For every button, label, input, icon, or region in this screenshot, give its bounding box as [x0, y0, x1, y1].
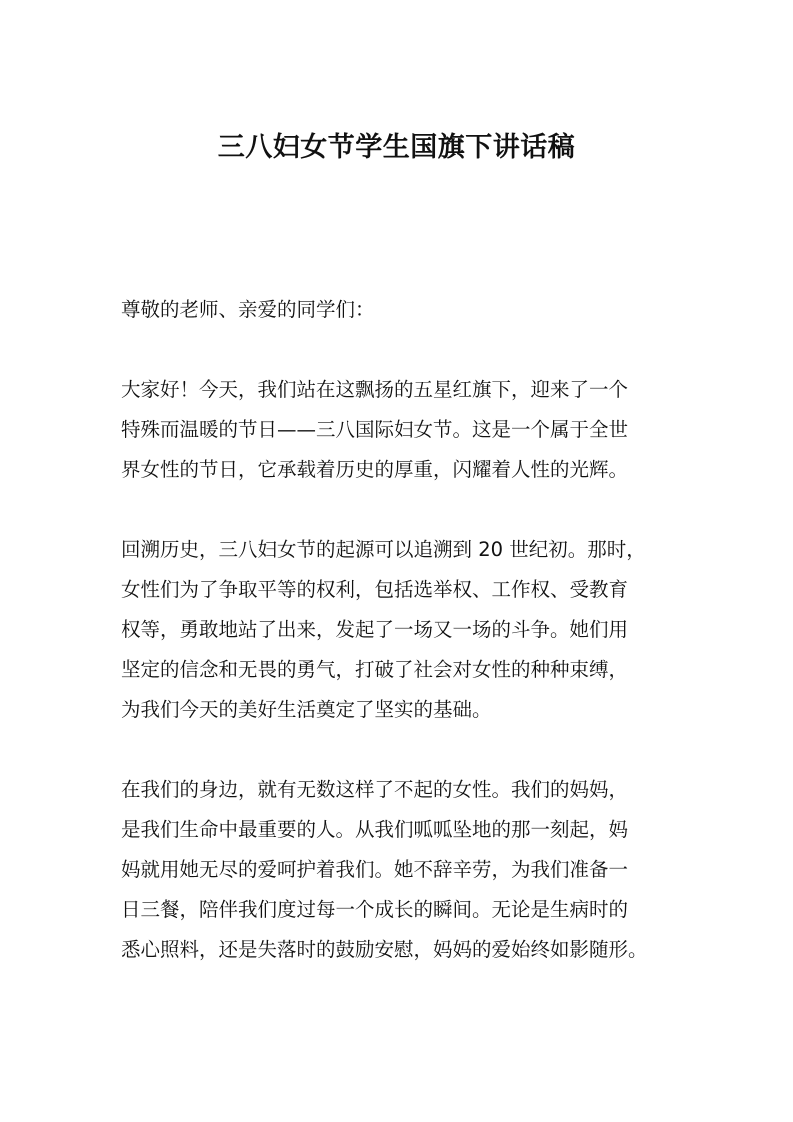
paragraph-line: 在我们的身边，就有无数这样了不起的女性。我们的妈妈，: [121, 778, 629, 801]
paragraph-spacer: [121, 730, 687, 770]
paragraph-line: 大家好！今天，我们站在这飘扬的五星红旗下，迎来了一个: [121, 378, 629, 401]
document-body: [121, 290, 687, 970]
paragraph-line: 为我们今天的美好生活奠定了坚实的基础。: [121, 698, 492, 721]
paragraph-spacer: [121, 490, 687, 530]
paragraph-line: 特殊而温暖的节日——三八国际妇女节。这是一个属于全世: [121, 418, 629, 441]
paragraph-line: 女性们为了争取平等的权利，包括选举权、工作权、受教育: [121, 578, 629, 601]
paragraph-line: 界女性的节日，它承载着历史的厚重，闪耀着人性的光辉。: [121, 458, 629, 481]
paragraph-2: [121, 530, 687, 730]
paragraph-line: 妈就用她无尽的爱呵护着我们。她不辞辛劳，为我们准备一: [121, 858, 629, 881]
paragraph-line: 坚定的信念和无畏的勇气，打破了社会对女性的种种束缚，: [121, 658, 629, 681]
paragraph-1: [121, 370, 687, 490]
paragraph-line: 权等，勇敢地站了出来，发起了一场又一场的斗争。她们用: [121, 618, 629, 641]
salutation: 尊敬的老师、亲爱的同学们：: [121, 298, 375, 321]
paragraph-line: 日三餐，陪伴我们度过每一个成长的瞬间。无论是生病时的: [121, 898, 629, 921]
document-title: 三八妇女节学生国旗下讲话稿: [217, 132, 576, 163]
paragraph-line: 是我们生命中最重要的人。从我们呱呱坠地的那一刻起，妈: [121, 818, 629, 841]
paragraph-spacer: [121, 330, 687, 370]
paragraph-line: 悉心照料，还是失落时的鼓励安慰，妈妈的爱始终如影随形。: [121, 938, 648, 961]
paragraph-line: 回溯历史，三八妇女节的起源可以追溯到 20 世纪初。那时，: [121, 538, 646, 561]
paragraph-3: [121, 770, 687, 970]
